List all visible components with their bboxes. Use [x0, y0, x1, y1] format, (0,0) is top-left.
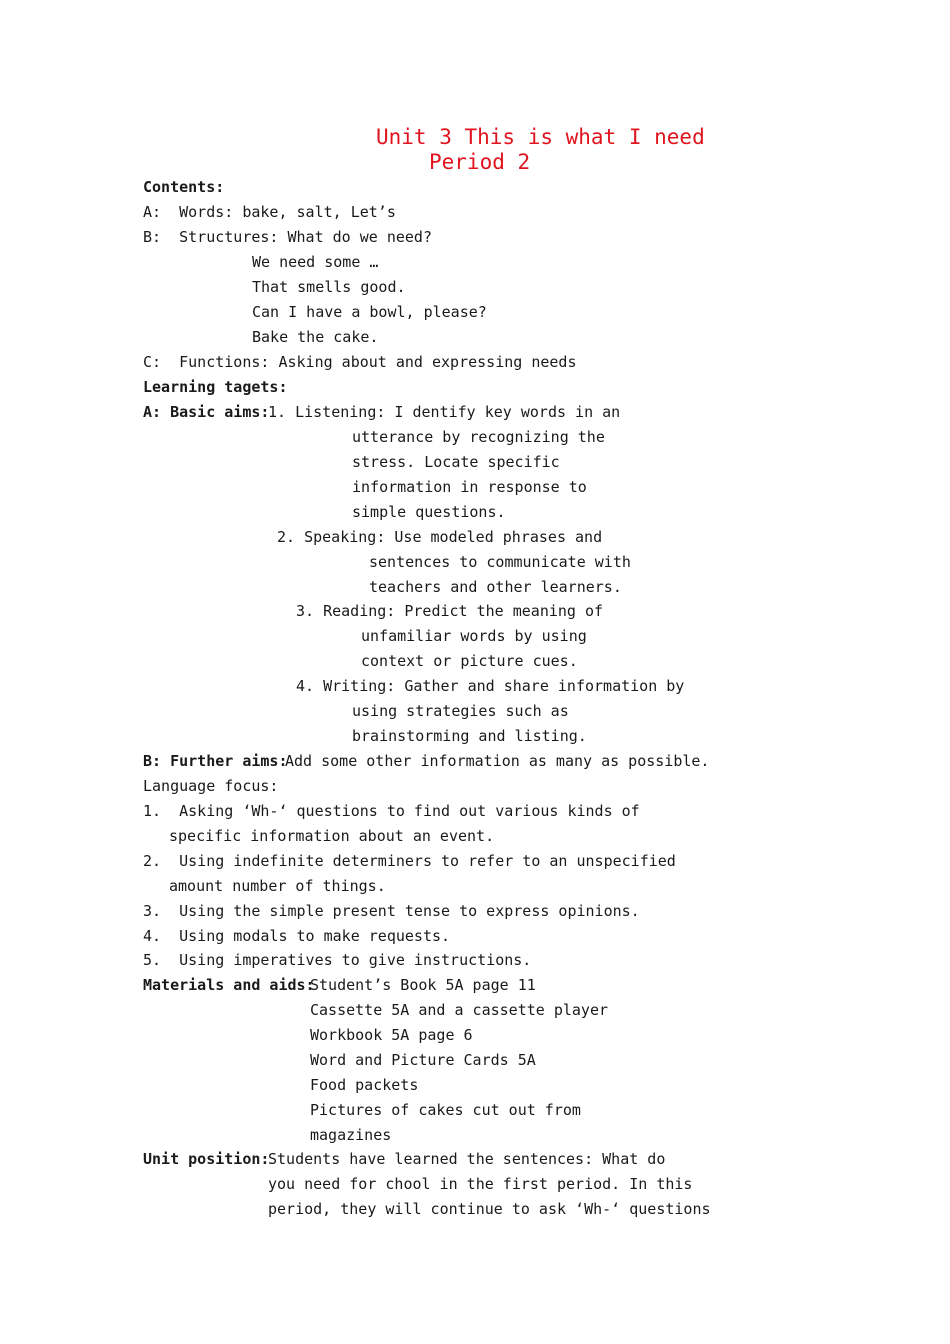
aim-line: 1. Listening: I dentify key words in an — [268, 403, 621, 421]
aim-line: sentences to communicate with — [369, 553, 631, 571]
further-aims-label: B: Further aims: — [143, 752, 288, 770]
aim-line: 2. Speaking: Use modeled phrases and — [277, 528, 603, 546]
unit-position-line: you need for chool in the first period. In this — [268, 1175, 693, 1193]
contents-heading: Contents: — [143, 178, 225, 196]
document-title: Unit 3 This is what I need — [376, 125, 705, 149]
aim-line: 3. Reading: Predict the meaning of — [296, 602, 604, 620]
structure-item: Bake the cake. — [252, 328, 379, 346]
aim-line: 4. Writing: Gather and share information by — [296, 677, 685, 695]
unit-position-line: Students have learned the sentences: What do — [268, 1150, 666, 1168]
material-item: Workbook 5A page 6 — [310, 1026, 473, 1044]
material-item: Pictures of cakes cut out from — [310, 1101, 581, 1119]
material-item: Word and Picture Cards 5A — [310, 1051, 536, 1069]
aim-line: using strategies such as — [352, 702, 569, 720]
aim-line: brainstorming and listing. — [352, 727, 587, 745]
contents-functions: C: Functions: Asking about and expressing needs — [143, 353, 577, 371]
contents-structures: B: Structures: What do we need? — [143, 228, 432, 246]
material-item: Food packets — [310, 1076, 419, 1094]
aim-line: teachers and other learners. — [369, 578, 622, 596]
learning-targets-heading: Learning tagets: — [143, 378, 288, 396]
unit-position-line: period, they will continue to ask ‘Wh-‘ questions — [268, 1200, 711, 1218]
focus-item: 3. Using the simple present tense to express opinions. — [143, 902, 640, 920]
focus-item: amount number of things. — [169, 877, 386, 895]
aim-line: unfamiliar words by using — [361, 627, 587, 645]
material-item: Cassette 5A and a cassette player — [310, 1001, 609, 1019]
aim-line: simple questions. — [352, 503, 506, 521]
contents-words: A: Words: bake, salt, Let’s — [143, 203, 396, 221]
aim-line: utterance by recognizing the — [352, 428, 605, 446]
aim-line: information in response to — [352, 478, 587, 496]
focus-item: 5. Using imperatives to give instructions. — [143, 951, 532, 969]
basic-aims-label: A: Basic aims: — [143, 403, 270, 421]
structure-item: That smells good. — [252, 278, 406, 296]
focus-item: 4. Using modals to make requests. — [143, 927, 451, 945]
structure-item: Can I have a bowl, please? — [252, 303, 487, 321]
period-subtitle: Period 2 — [429, 150, 531, 174]
materials-label: Materials and aids: — [143, 976, 315, 994]
aim-line: context or picture cues. — [361, 652, 578, 670]
material-item: magazines — [310, 1126, 392, 1144]
further-aims-text: Add some other information as many as possible. — [285, 752, 710, 770]
structure-item: We need some … — [252, 253, 379, 271]
focus-item: 2. Using indefinite determiners to refer to an unspecified — [143, 852, 676, 870]
material-item: Student’s Book 5A page 11 — [310, 976, 536, 994]
aim-line: stress. Locate specific — [352, 453, 560, 471]
unit-position-label: Unit position: — [143, 1150, 270, 1168]
focus-item: specific information about an event. — [169, 827, 495, 845]
language-focus-heading: Language focus: — [143, 777, 279, 795]
focus-item: 1. Asking ‘Wh-‘ questions to find out various kinds of — [143, 802, 640, 820]
